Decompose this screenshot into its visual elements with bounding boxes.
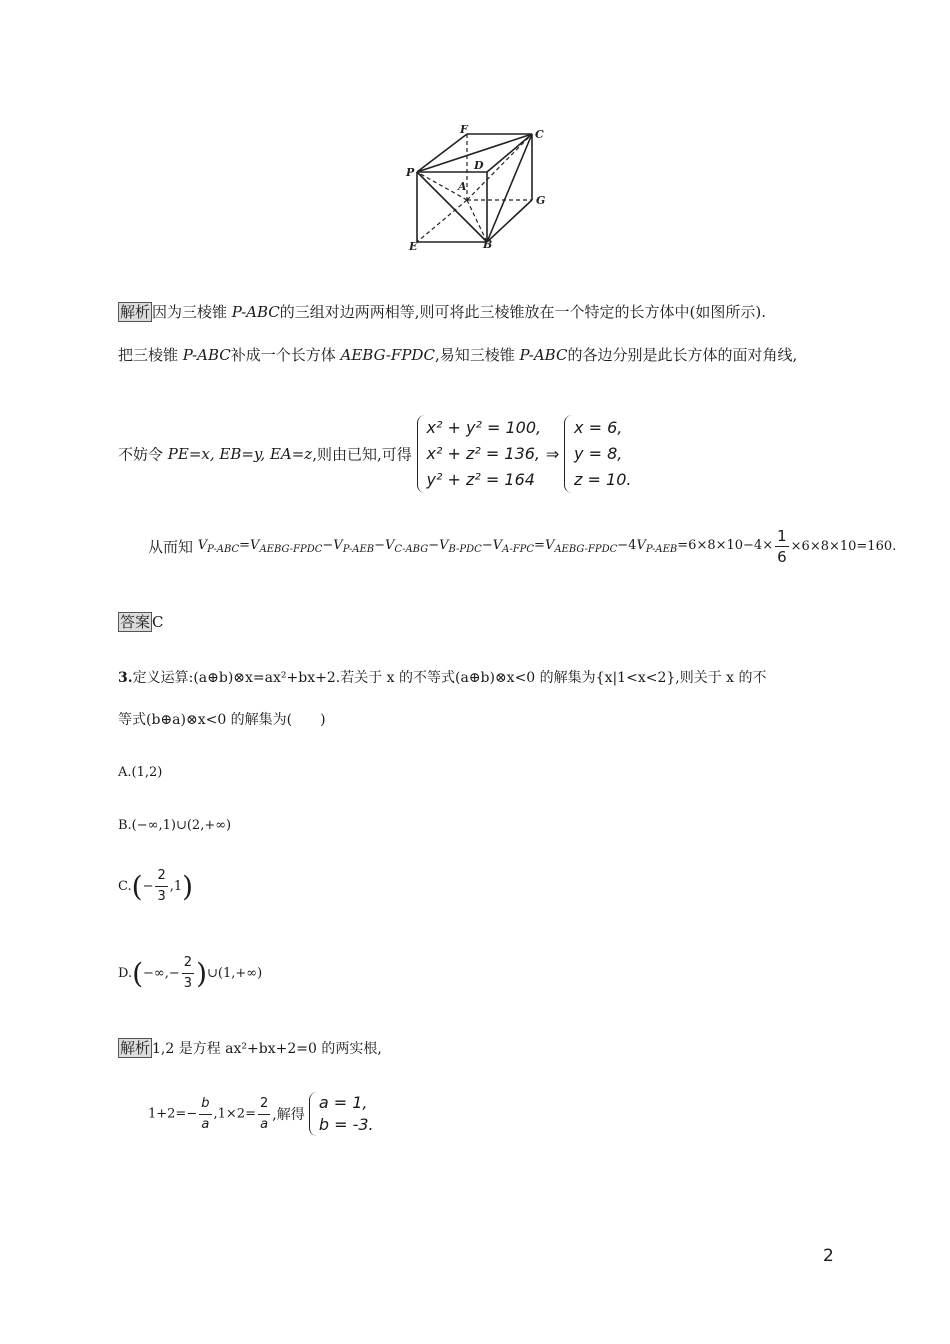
edge-PB (417, 172, 487, 242)
option-a[interactable]: A.(1,2) (118, 765, 163, 780)
fraction-one-sixth: $\frac{1}{6}$ (777, 527, 787, 566)
label-A: A (458, 180, 467, 193)
solution1-system-line: 不妨令 PE=x, EB=y, EA=z,则由已知,可得 x² + y² = 100, x² + z² = 136, y² + z² = 164 ⇒ x = 6, y = 8, z = 10. (118, 415, 631, 493)
answer-value: C (152, 613, 164, 631)
solution3-line1: 解析 1,2 是方程 ax²+bx+2=0 的两实根, (120, 1039, 382, 1057)
question3-line2: 等式(b⊕a)⊗x<0 的解集为( ) (118, 712, 326, 728)
edge-AB-hidden (467, 200, 487, 242)
edge-PF (417, 134, 467, 172)
equation-system-3: a = 1, b = -3. (309, 1092, 374, 1136)
label-D: D (474, 159, 484, 172)
volume-formula: 从而知 $V_{P-ABC}=V_{AEBG-FPDC}-V_{P-AEB}-V_{C-ABG}-V_{B-PDC}-V_{A-FPC}=V_{AEBG-FPDC}-4V_{P-AEB}=6\times 8\times 10-4\times$ $\frac{1}{6}$ ×6×8×10=160. (148, 527, 897, 566)
option-c[interactable]: C.(− $\frac{2}{3}$ ,1) (118, 866, 193, 907)
question3-line1: 3.定义运算:(a⊕b)⊗x=ax²+bx+2.若关于 x 的不等式(a⊕b)⊗x<0 的解集为{x|1<x<2},则关于 x 的不 (118, 670, 767, 686)
option-d[interactable]: D.(−∞,− $\frac{2}{3}$ )∪(1,+∞) (118, 953, 262, 994)
fraction-two-thirds: $\frac{2}{3}$ (157, 868, 166, 904)
edge-AE-hidden (417, 200, 467, 242)
page-number: 2 (823, 1246, 834, 1266)
answer-tag: 答案 (120, 613, 151, 631)
edge-CB (487, 134, 532, 242)
fraction-b-over-a: $\frac{b}{a}$ (201, 1095, 210, 1132)
geometry-figure (400, 120, 560, 260)
solution1-line2: 把三棱锥 P-ABC补成一个长方体 AEBG-FPDC,易知三棱锥 P-ABC的各边分别是此长方体的面对角线, (118, 346, 798, 364)
solution-tag: 解析 (120, 303, 151, 321)
label-G: G (536, 194, 546, 207)
label-E: E (409, 240, 418, 253)
label-C: C (535, 128, 544, 141)
edge-GB (487, 200, 532, 242)
solution1-line1: 解析 因为三棱锥 P-ABC的三组对边两两相等,则可将此三棱锥放在一个特定的长方体中(如图所示). (120, 303, 766, 321)
option-b[interactable]: B.(−∞,1)∪(2,+∞) (118, 818, 232, 833)
volume-expression: $V_{P-ABC}=V_{AEBG-FPDC}-V_{P-AEB}-V_{C-ABG}-V_{B-PDC}-V_{A-FPC}=V_{AEBG-FPDC}-4V_{P-AEB}=6\times 8\times 10-4\times$ (197, 538, 774, 555)
answer-line (118, 612, 164, 632)
fraction-2-over-a: $\frac{2}{a}$ (259, 1095, 269, 1132)
label-B: B (483, 238, 493, 251)
solution3-equations: 1+2=− $\frac{b}{a}$ ,1×2= $\frac{2}{a}$ ,解得 a = 1, b = -3. (148, 1093, 374, 1134)
solution-tag: 解析 (120, 1039, 151, 1057)
equation-system-2: x = 6, y = 8, z = 10. (564, 415, 631, 493)
label-P: P (406, 166, 415, 179)
label-F: F (460, 123, 468, 136)
fraction-two-thirds: $\frac{2}{3}$ (183, 955, 193, 991)
edge-CD (487, 134, 532, 172)
equation-system-1: x² + y² = 100, x² + z² = 136, y² + z² = 164 (417, 415, 542, 493)
